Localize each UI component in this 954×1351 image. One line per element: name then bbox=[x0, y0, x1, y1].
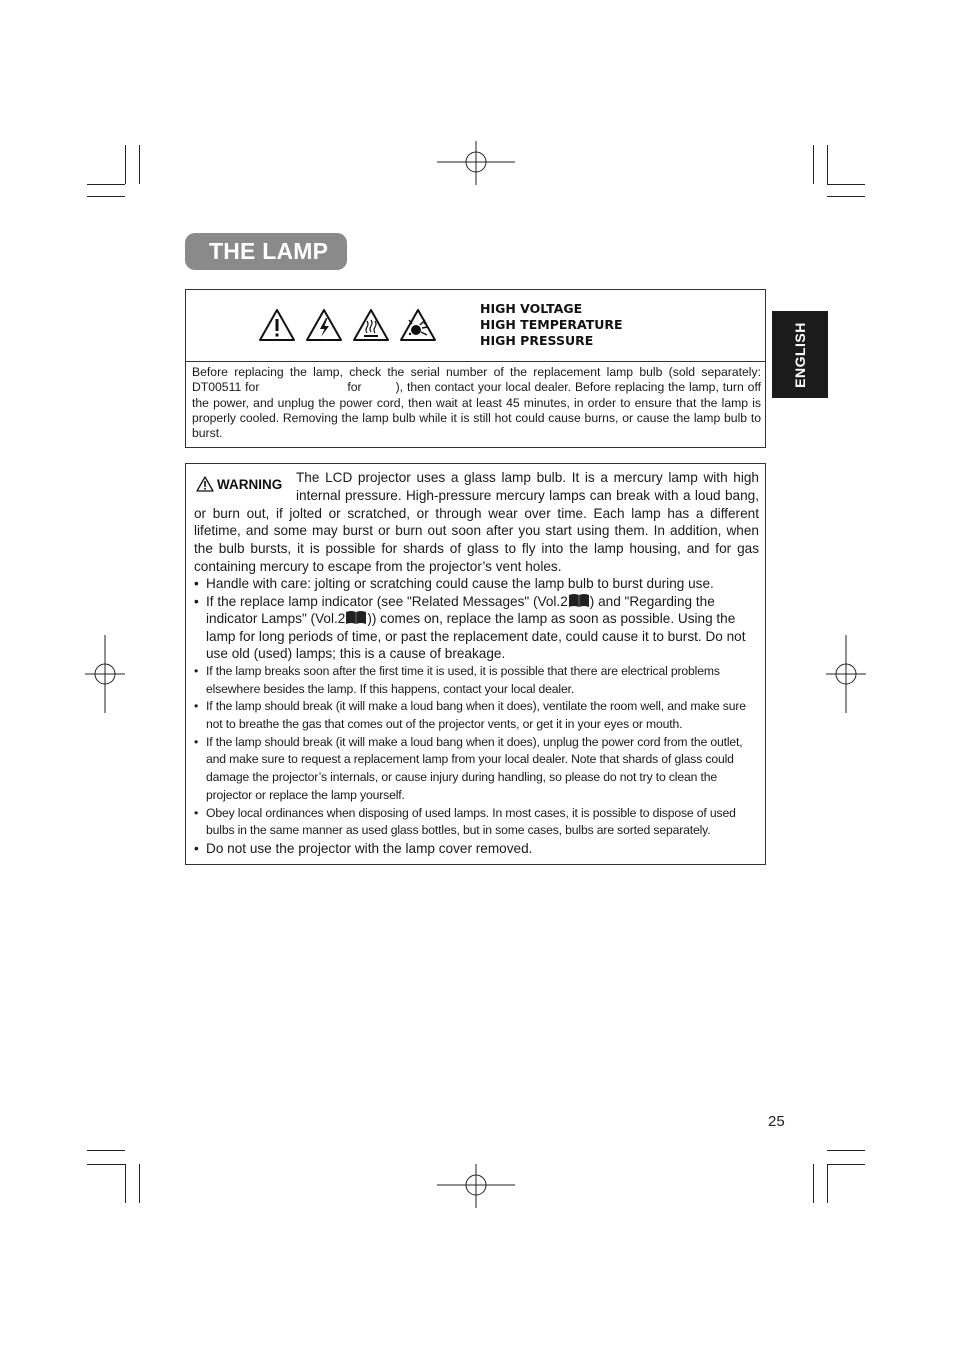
warning-intro-text: The LCD projector uses a glass lamp bulb. It is a mercury lamp with high internal pressure. High-pressure mercury lamps can break with a loud bang, or burn out, if jolted or scratched, or through wear over time. Each lamp has a different lifetime, and some may burst or burn out soon after you start using them. In addition, when the bulb bursts, it is possible for shards of glass to fly into the lamp housing, and for gas containing mercury to escape from the projector’s vent holes. bbox=[194, 470, 759, 574]
list-item bbox=[194, 805, 760, 840]
page-title: THE LAMP bbox=[209, 238, 329, 264]
warning-bullet-list bbox=[194, 575, 760, 858]
hazard-labels bbox=[480, 301, 623, 349]
list-item-text: Handle with care: jolting or scratching could cause the lamp bulb to burst during use. bbox=[206, 576, 714, 591]
manual-book-icon bbox=[345, 610, 367, 625]
warning-intro bbox=[194, 469, 759, 576]
language-tab-label: ENGLISH bbox=[792, 321, 808, 388]
high-voltage-icon bbox=[305, 308, 343, 342]
crop-mark bbox=[813, 145, 814, 184]
list-item bbox=[194, 698, 760, 733]
list-item-text: If the lamp should break (it will make a loud bang when it does), ventilate the room well, and make sure not to breathe the gas that comes out of the projector vents, or get it in your eyes or mouth. bbox=[206, 699, 746, 732]
caution-triangle-icon bbox=[258, 308, 296, 342]
hazard-label: HIGH VOLTAGE bbox=[480, 301, 583, 316]
crop-mark bbox=[827, 1164, 828, 1203]
crop-mark bbox=[87, 196, 125, 197]
hazard-icons bbox=[258, 308, 438, 344]
list-item-text: when disposing of used lamps. In most cases, it is possible to dispose of used bulbs in the same manner as used glass bottles, but in some cases, bulbs are sorted separately. bbox=[206, 805, 736, 838]
high-temperature-icon bbox=[352, 308, 390, 342]
list-item bbox=[194, 840, 760, 858]
crop-mark bbox=[827, 196, 865, 197]
list-item-text: If the lamp should break (it will make a loud bang when it does), unplug the power cord from the outlet, and make sure to request a replacement lamp from your local dealer. Note that shards of glass could damage the projector’s internals, or cause injury during handling, so please do not try to clean the projector or replace the lamp yourself. bbox=[206, 734, 743, 802]
high-pressure-icon bbox=[399, 308, 437, 342]
registration-mark-icon bbox=[806, 635, 884, 713]
list-item-text: If the replace lamp indicator (see "Related Messages" (Vol.2 bbox=[206, 593, 568, 609]
list-item-text: Obey local ordinances bbox=[206, 805, 324, 820]
warning-label-text: WARNING bbox=[217, 476, 283, 492]
list-item-text: )) comes on, replace the lamp as soon as possible. Using the lamp for long periods of time, or past the replacement date, could cause it to burst. Do not use old (used) lamps; this is a cause of breakage. bbox=[206, 611, 746, 662]
registration-mark-icon bbox=[85, 635, 163, 713]
hazard-label: HIGH TEMPERATURE bbox=[480, 317, 623, 332]
lamp-replacement-instructions bbox=[192, 365, 761, 441]
crop-mark bbox=[813, 1164, 814, 1203]
registration-mark-icon bbox=[437, 1146, 515, 1224]
box-divider bbox=[186, 361, 765, 362]
crop-mark bbox=[827, 145, 828, 184]
crop-mark bbox=[87, 1150, 125, 1151]
crop-mark bbox=[139, 145, 140, 184]
list-item-text: Do not use the projector with the lamp cover removed. bbox=[206, 841, 533, 856]
language-tab bbox=[772, 311, 828, 398]
crop-mark bbox=[827, 1150, 865, 1151]
manual-book-icon bbox=[568, 593, 590, 608]
instructions-text: ), then contact your local dealer. Before replacing the lamp, turn off the power, and unplug the power cord, then wait at least 45 minutes, in order to ensure that the lamp is properly cooled. Removing the lamp bulb while it is still hot could cause burns, or cause the lamp bulb to burst. bbox=[192, 380, 761, 441]
crop-mark bbox=[87, 184, 125, 185]
page-number: 25 bbox=[768, 1113, 785, 1130]
list-item bbox=[194, 575, 760, 593]
crop-mark bbox=[827, 1164, 865, 1165]
list-item bbox=[194, 663, 760, 698]
instructions-text: Before replacing the lamp, check the serial number of the replacement lamp bulb (sold separately: DT00511 for bbox=[192, 365, 761, 395]
list-item bbox=[194, 593, 760, 663]
crop-mark bbox=[125, 145, 126, 184]
list-item-text: ) and "Regarding the indicator Lamps" (Vol.2 bbox=[206, 593, 715, 627]
crop-mark bbox=[139, 1164, 140, 1203]
section-title-badge bbox=[185, 233, 347, 270]
registration-mark-icon bbox=[437, 123, 515, 201]
hazard-label: HIGH PRESSURE bbox=[480, 333, 594, 348]
list-item bbox=[194, 734, 760, 805]
warning-box bbox=[185, 463, 766, 865]
hazard-box bbox=[185, 289, 766, 448]
crop-mark bbox=[827, 184, 865, 185]
crop-mark bbox=[125, 1164, 126, 1203]
list-item-text: If the lamp breaks soon after the first time it is used, it is possible that there are electrical problems elsewhere besides the lamp. If this happens, contact your local dealer. bbox=[206, 663, 720, 696]
instructions-text: for bbox=[347, 380, 362, 395]
crop-mark bbox=[87, 1164, 125, 1165]
